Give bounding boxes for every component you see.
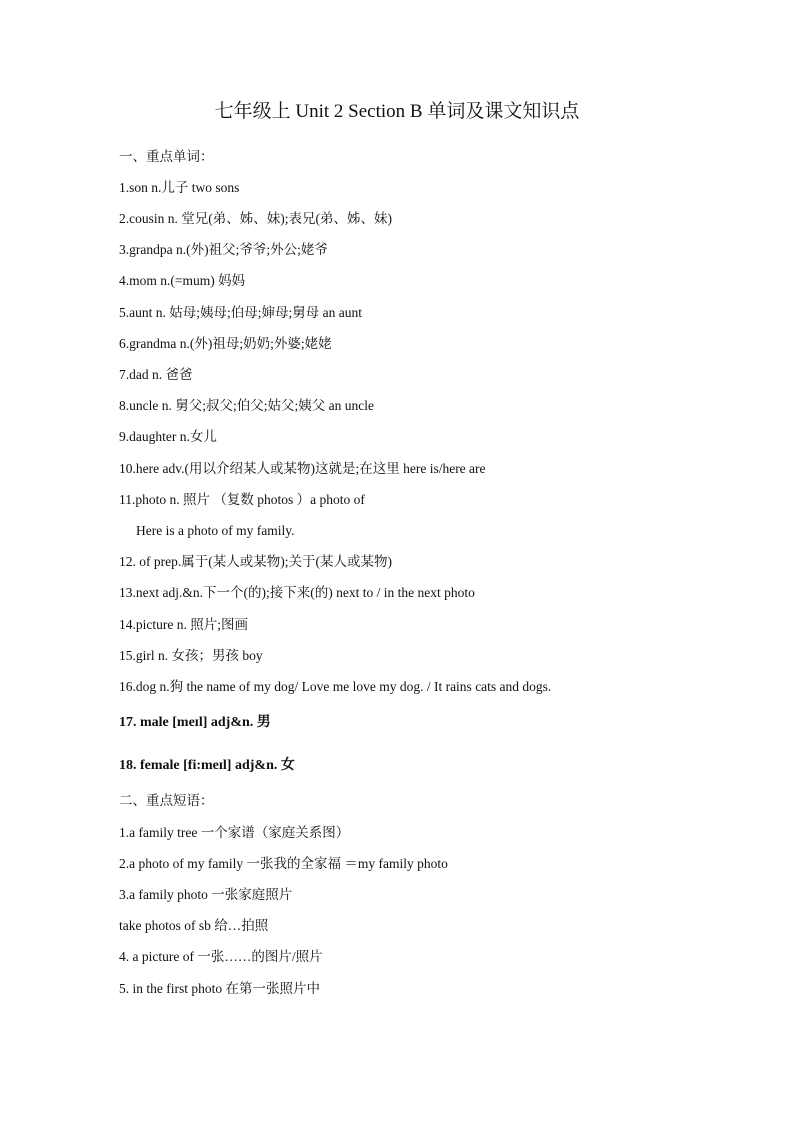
phrase-entry: take photos of sb 给…拍照: [119, 918, 269, 933]
word-entry: 16.dog n.狗 the name of my dog/ Love me love my dog. / It rains cats and dogs.: [119, 679, 552, 694]
phrase-entry: 1.a family tree 一个家谱（家庭关系图）: [119, 825, 350, 840]
word-entry: 7.dad n. 爸爸: [119, 367, 193, 382]
section-heading-words: 一、重点单词：: [119, 149, 214, 164]
word-entry: 14.picture n. 照片;图画: [119, 617, 248, 632]
section-heading-phrases: 二、重点短语：: [119, 793, 214, 808]
word-entry: 8.uncle n. 舅父;叔父;伯父;姑父;姨父 an uncle: [119, 398, 374, 413]
word-entry: 2.cousin n. 堂兄(弟、姊、妹);表兄(弟、姊、妹): [119, 211, 392, 226]
page-title: 七年级上 Unit 2 Section B 单词及课文知识点: [214, 101, 580, 122]
word-entry: 6.grandma n.(外)祖母;奶奶;外婆;姥姥: [119, 336, 332, 351]
word-entry: 9.daughter n.女儿: [119, 429, 217, 444]
word-entry: 10.here adv.(用以介绍某人或某物)这就是;在这里 here is/here are: [119, 461, 486, 476]
word-entry: 12. of prep.属于(某人或某物);关于(某人或某物): [119, 554, 392, 569]
word-entry: 1.son n.儿子 two sons: [119, 180, 240, 195]
example-sentence: Here is a photo of my family.: [136, 523, 295, 538]
phrase-entry: 3.a family photo 一张家庭照片: [119, 887, 293, 902]
word-entry: 5.aunt n. 姑母;姨母;伯母;婶母;舅母 an aunt: [119, 305, 362, 320]
word-entry: 15.girl n. 女孩；男孩 boy: [119, 648, 263, 663]
phrase-entry: 5. in the first photo 在第一张照片中: [119, 981, 320, 996]
word-entry: 3.grandpa n.(外)祖父;爷爷;外公;姥爷: [119, 242, 328, 257]
word-entry: 13.next adj.&n.下一个(的);接下来(的) next to / in the next photo: [119, 585, 475, 600]
phrase-entry: 2.a photo of my family 一张我的全家福 ＝my family photo: [119, 856, 448, 871]
word-entry-bold: 18. female [fi:meɪl] adj&n. 女: [119, 758, 295, 773]
word-entry-bold: 17. male [meɪl] adj&n. 男: [119, 715, 271, 730]
phrase-entry: 4. a picture of 一张……的图片/照片: [119, 949, 323, 964]
word-entry: 4.mom n.(=mum) 妈妈: [119, 273, 246, 288]
word-entry: 11.photo n. 照片 （复数 photos ）a photo of: [119, 492, 365, 507]
